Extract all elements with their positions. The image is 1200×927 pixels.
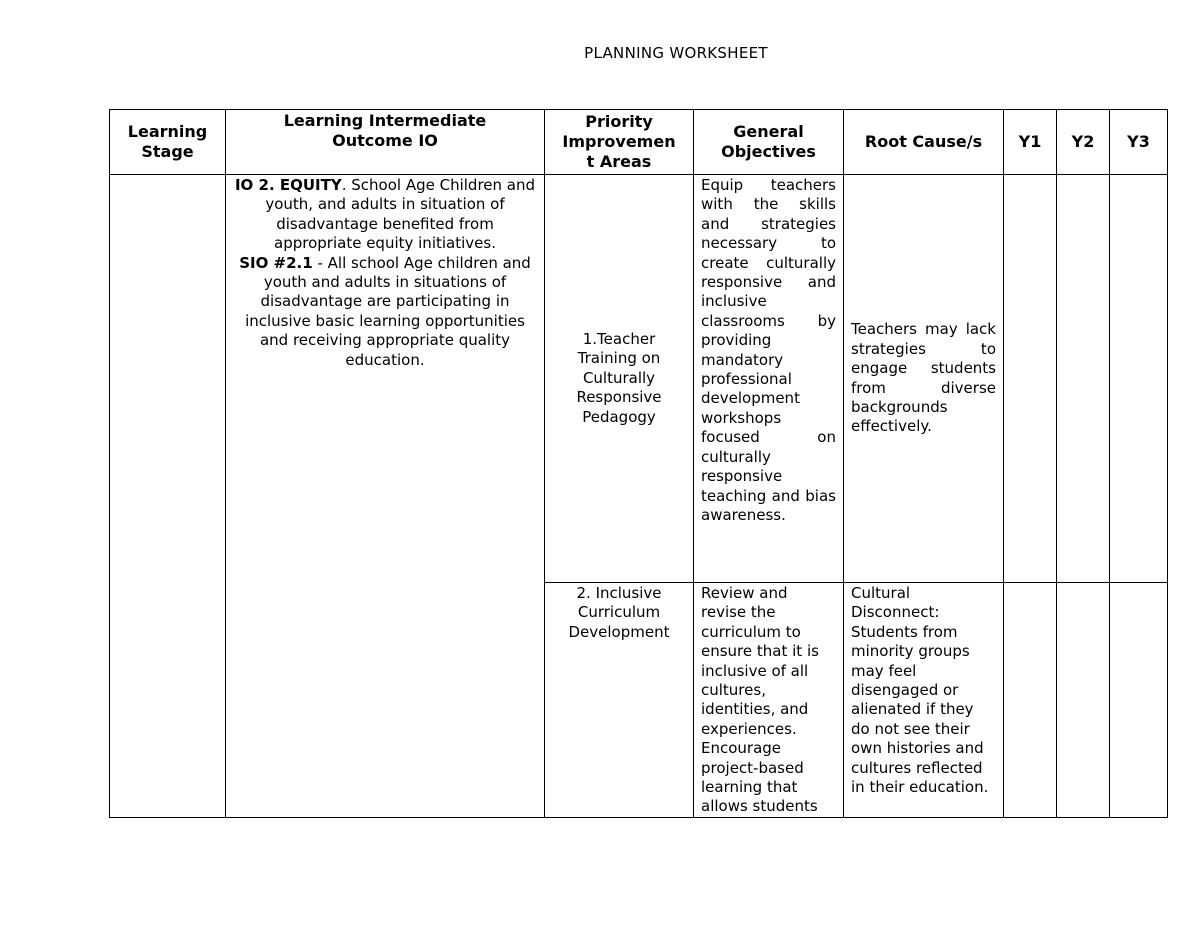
io-text: . School Age Children and youth, and adults in situation of disadvantage benefited from appropriate equity initiatives. xyxy=(265,176,536,253)
header-general-objectives: General Objectives xyxy=(694,110,844,175)
pia-cell: 1.Teacher Training on Culturally Responsive Pedagogy xyxy=(545,175,694,583)
io-label: IO 2. EQUITY xyxy=(234,176,342,194)
root-cause-cell: Cultural Disconnect: Students from minority groups may feel disengaged or alienated if they do not see their own histories and cultures reflected in their education. xyxy=(844,583,1004,818)
header-y3: Y3 xyxy=(1110,110,1168,175)
y3-cell xyxy=(1110,175,1168,583)
y2-cell xyxy=(1057,175,1110,583)
y3-cell xyxy=(1110,583,1168,818)
header-priority-improvement-areas: Priority Improvemen t Areas xyxy=(545,110,694,175)
planning-worksheet-table xyxy=(109,109,1168,818)
sio-text: - All school Age children and youth and adults in situations of disadvantage are participating in inclusive basic learning opportunities and receiving appropriate quality education. xyxy=(245,253,531,369)
outcome-cell xyxy=(226,175,545,818)
objective-cell: Equip teachers with the skills and strategies necessary to create culturally responsive and inclusive classrooms by providing mandatory professional development workshops focused on culturally responsive teaching and bias awareness. xyxy=(694,175,844,583)
root-cause-cell: Teachers may lack strategies to engage students from diverse backgrounds effectively. xyxy=(844,175,1004,583)
y1-cell xyxy=(1004,175,1057,583)
header-learning-outcome: Learning Intermediate Outcome IO xyxy=(226,110,545,175)
header-y1: Y1 xyxy=(1004,110,1057,175)
table-row xyxy=(110,175,1168,583)
header-root-causes: Root Cause/s xyxy=(844,110,1004,175)
header-learning-stage: Learning Stage xyxy=(110,110,226,175)
header-row xyxy=(110,110,1168,175)
pia-cell: 2. Inclusive Curriculum Development xyxy=(545,583,694,818)
sio-label: SIO #2.1 xyxy=(239,253,313,272)
objective-cell: Review and revise the curriculum to ensure that it is inclusive of all cultures, identities, and experiences. Encourage project-based learning that allows students xyxy=(694,583,844,818)
header-y2: Y2 xyxy=(1057,110,1110,175)
y1-cell xyxy=(1004,583,1057,818)
y2-cell xyxy=(1057,583,1110,818)
learning-stage-cell xyxy=(110,175,226,818)
page-title: PLANNING WORKSHEET xyxy=(584,44,768,62)
